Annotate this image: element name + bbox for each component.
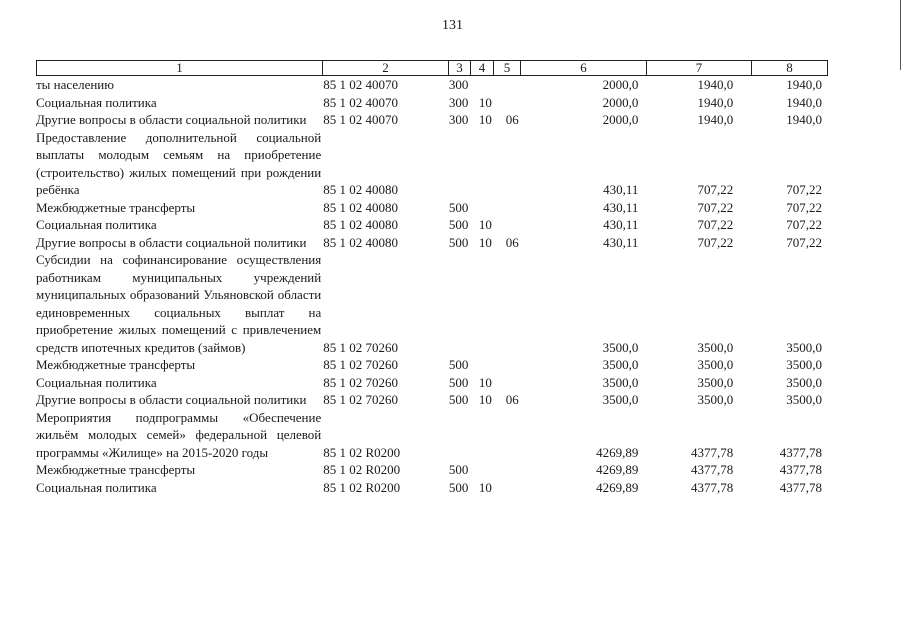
row-value-6: 4269,89 [596,462,639,477]
row-value-6: 3500,0 [602,374,639,390]
header-col-4: 4 [471,61,494,75]
row-value-7: 707,22 [697,217,734,232]
row-subsection: 500 [448,199,469,215]
row-name: Социальная политика [36,374,157,390]
row-code: 85 1 02 70260 [323,357,398,372]
header-col-7: 7 [647,61,752,75]
row-subsection: 500 [448,479,469,495]
header-col-2: 2 [323,61,449,75]
row-value-7: 1940,0 [697,112,734,127]
row-value-6: 430,11 [603,217,639,232]
row-section: 10 [478,392,492,407]
table-header [36,60,828,76]
row-value-6: 3500,0 [602,357,639,372]
row-code: 85 1 02 40080 [323,217,398,232]
row-section: 10 [478,94,492,110]
row-value-7: 707,22 [697,182,734,197]
header-col-3: 3 [449,61,471,75]
row-value-7: 707,22 [697,199,734,215]
row-value-6: 3500,0 [602,339,639,355]
row-name: Межбюджетные трансферты [36,199,196,215]
row-name: Другие вопросы в области социальной политики [36,112,307,127]
table-row [36,216,826,234]
row-subsection: 300 [448,94,469,110]
table-row [36,199,826,217]
row-section: 10 [478,234,492,250]
row-value-6: 2000,0 [602,94,639,110]
row-value-7: 3500,0 [697,339,734,355]
table-row [36,461,826,479]
row-value-6: 4269,89 [596,444,639,460]
row-value-6: 3500,0 [602,392,639,407]
row-name: Социальная политика [36,479,157,495]
table-row [36,409,826,462]
row-value-8: 3500,0 [786,357,822,372]
row-subsection: 300 [448,77,469,92]
row-code: 85 1 02 40080 [323,234,398,250]
table-row [36,251,826,356]
row-name: Другие вопросы в области социальной политики [36,392,307,407]
table-row [36,234,826,252]
row-name: ты населению [36,77,114,92]
row-value-7: 3500,0 [697,392,734,407]
table-row [36,391,826,409]
row-code: 85 1 02 40080 [323,182,398,197]
table-row [36,374,826,392]
row-subsection: 500 [448,374,469,390]
row-paragraph: 06 [505,234,519,250]
row-value-7: 707,22 [697,234,734,250]
edge-mark [900,0,901,70]
row-value-7: 4377,78 [690,444,734,460]
table-row [36,76,826,94]
table-body [36,76,826,496]
row-value-7: 4377,78 [690,479,734,495]
row-code: 85 1 02 R0200 [323,462,401,477]
row-code: 85 1 02 40070 [323,94,398,110]
row-name: Социальная политика [36,94,157,110]
row-paragraph: 06 [505,112,519,127]
row-name: Социальная политика [36,217,157,232]
row-value-8: 3500,0 [786,339,822,355]
row-code: 85 1 02 70260 [323,339,398,355]
row-value-7: 1940,0 [697,77,734,92]
row-name: Мероприятия подпрограммы «Обеспечение жильём молодых семей» федеральной целевой программы «Жилище» на 2015-2020 годы [36,409,322,460]
row-subsection: 300 [448,112,469,127]
row-value-8: 1940,0 [786,112,822,127]
row-value-7: 4377,78 [690,462,734,477]
row-subsection: 500 [448,462,469,477]
table-row [36,94,826,112]
row-subsection: 500 [448,217,469,232]
row-code: 85 1 02 R0200 [323,479,401,495]
row-section: 10 [478,374,492,390]
row-value-7: 1940,0 [697,94,734,110]
row-name: Субсидии на софинансирование осуществления работникам муниципальных учреждений муниципальных образований Ульяновской области единовременных социальных выплат на приобретение жилых помещений с привлечением средств ипотечных кредитов (займов) [36,252,322,355]
row-value-6: 2000,0 [602,77,639,92]
row-value-8: 4377,78 [779,444,822,460]
row-value-8: 3500,0 [786,374,822,390]
row-code: 85 1 02 70260 [323,374,398,390]
row-value-8: 1940,0 [786,94,822,110]
page-number: 131 [442,18,463,33]
row-value-8: 1940,0 [786,77,822,92]
row-code: 85 1 02 R0200 [323,444,401,460]
row-code: 85 1 02 70260 [323,392,398,407]
row-subsection: 500 [448,357,469,372]
header-col-6: 6 [521,61,647,75]
row-section: 10 [478,479,492,495]
row-subsection: 500 [448,234,469,250]
row-subsection: 500 [448,392,469,407]
row-value-6: 2000,0 [602,112,639,127]
row-value-8: 707,22 [786,199,822,215]
row-section: 10 [478,112,492,127]
row-value-8: 707,22 [786,234,822,250]
row-section: 10 [478,217,492,232]
row-value-8: 707,22 [786,182,822,197]
table-row [36,356,826,374]
row-value-6: 430,11 [603,182,639,197]
row-name: Предоставление дополнительной социальной выплаты молодым семьям на приобретение (строительство) жилых помещений при рождении ребёнка [36,129,322,197]
row-name: Межбюджетные трансферты [36,462,196,477]
row-value-6: 430,11 [603,199,639,215]
row-value-8: 4377,78 [779,462,822,477]
row-code: 85 1 02 40070 [323,77,398,92]
header-col-1: 1 [37,61,323,75]
table-row [36,129,826,199]
row-value-7: 3500,0 [697,374,734,390]
row-name: Межбюджетные трансферты [36,357,196,372]
row-code: 85 1 02 40070 [323,112,398,127]
row-code: 85 1 02 40080 [323,199,398,215]
table-row [36,111,826,129]
row-value-8: 3500,0 [786,392,822,407]
row-value-8: 4377,78 [779,479,822,495]
row-name: Другие вопросы в области социальной политики [36,234,307,250]
row-value-8: 707,22 [786,217,822,232]
row-value-6: 4269,89 [596,479,639,495]
table-row [36,479,826,497]
header-col-8: 8 [786,60,793,75]
row-value-6: 430,11 [603,234,639,250]
header-col-5: 5 [494,61,521,75]
row-paragraph: 06 [505,392,519,407]
row-value-7: 3500,0 [697,357,734,372]
